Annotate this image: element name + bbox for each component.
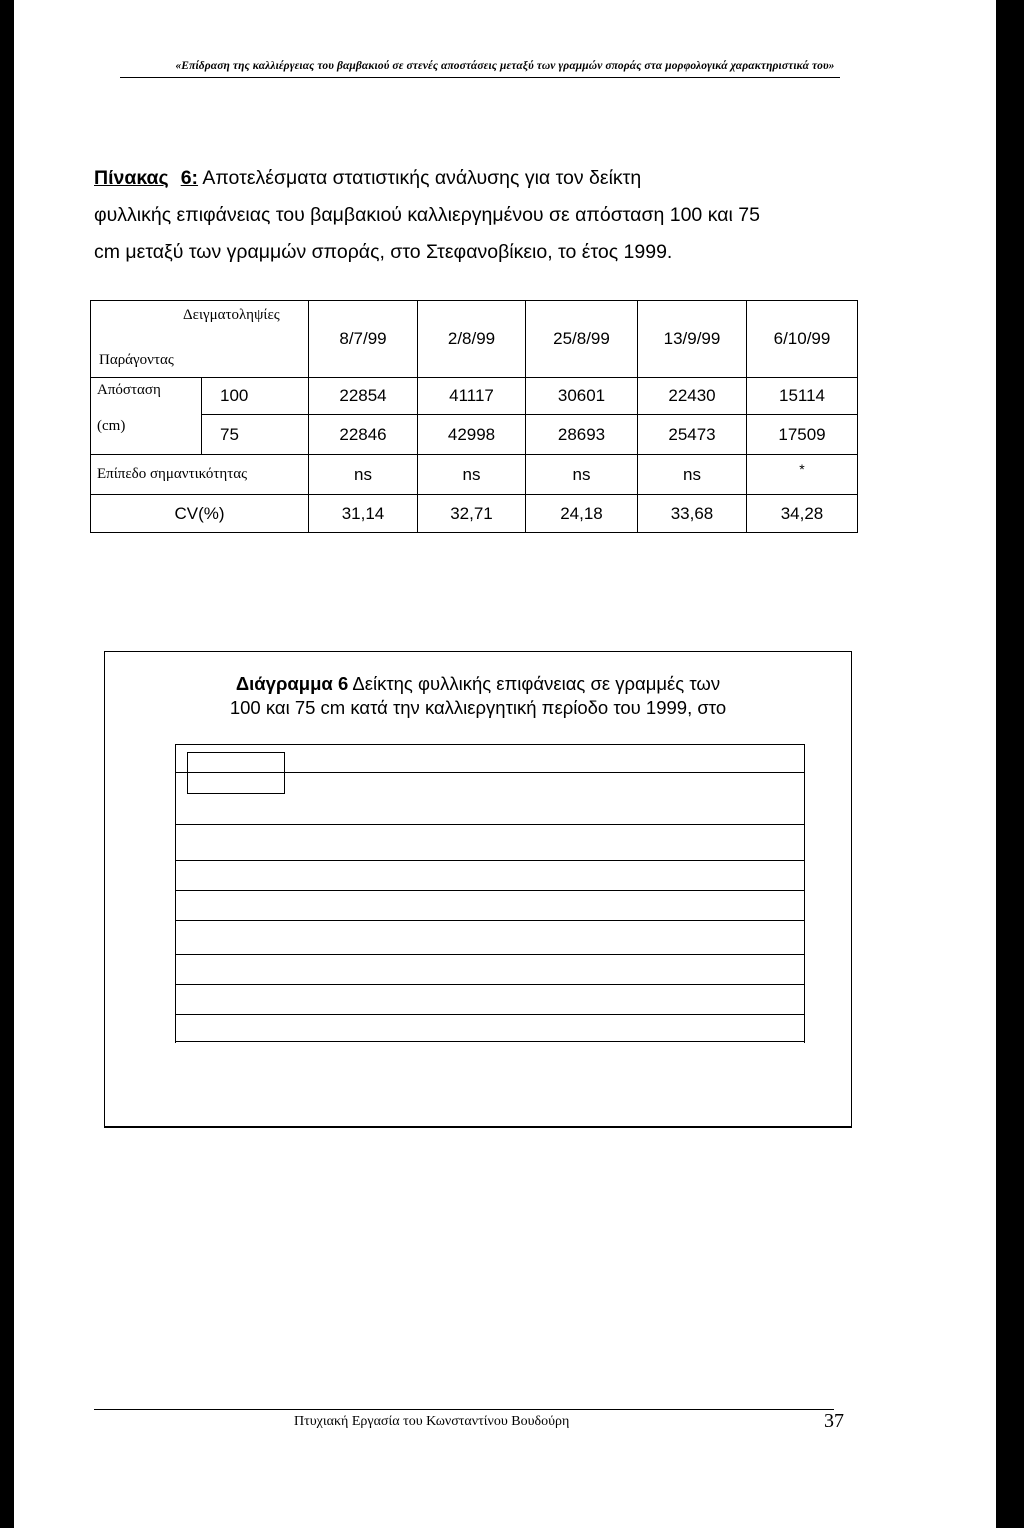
caption-line-3: cm μεταξύ των γραμμών σποράς, στο Στεφανοβίκειο, το έτος 1999. <box>94 241 673 263</box>
diagram-title-text-1: Δείκτης φυλλικής επιφάνειας σε γραμμές των <box>352 673 721 694</box>
caption-label: Πίνακας <box>94 167 169 189</box>
footer-text: Πτυχιακή Εργασία του Κωνσταντίνου Βουδούρη <box>294 1414 570 1429</box>
distance-label: Απόσταση <box>97 382 161 398</box>
header-rule <box>120 77 840 78</box>
table-cell: 32,71 <box>418 495 526 533</box>
running-header: «Επίδραση της καλλιέργειας του βαμβακιού σε στενές αποστάσεις μεταξύ των γραμμών σποράς στα μορφολογικά χαρακτηριστικά του» <box>175 60 835 72</box>
significance-row <box>91 455 858 495</box>
spacing-cell: 100 <box>202 378 309 415</box>
document-page <box>14 0 996 1528</box>
gridline <box>175 824 805 825</box>
table-cell: 22846 <box>309 415 418 455</box>
samplings-label: Δειγματοληψίες <box>183 307 280 323</box>
table-cell: 17509 <box>747 415 858 455</box>
caption-line-2: φυλλικής επιφάνειας του βαμβακιού καλλιεργημένου σε απόσταση 100 και 75 <box>94 204 760 226</box>
caption-number: 6: <box>180 167 199 189</box>
table-cell: ns <box>638 455 747 495</box>
gridline <box>175 1014 805 1015</box>
table-cell: 41117 <box>418 378 526 415</box>
table-cell: 30601 <box>526 378 638 415</box>
gridline <box>175 860 805 861</box>
table-header-row <box>91 301 858 378</box>
table-row <box>91 378 858 415</box>
cv-label: CV(%) <box>91 495 309 533</box>
date-header: 2/8/99 <box>418 301 526 378</box>
diagram-title-line-1 <box>105 672 851 696</box>
diagram-title <box>105 672 851 720</box>
diagram-box <box>104 651 852 1128</box>
spacing-cell: 75 <box>202 415 309 455</box>
x-axis-line <box>175 1041 805 1042</box>
diagram-label: Διάγραμμα 6 <box>235 673 349 694</box>
table-cell: 24,18 <box>526 495 638 533</box>
table-cell: 33,68 <box>638 495 747 533</box>
plot-area <box>175 744 805 1044</box>
caption-line-1 <box>94 160 874 197</box>
table-cell: 28693 <box>526 415 638 455</box>
gridline <box>175 920 805 921</box>
distance-unit: (cm) <box>97 418 126 434</box>
significance-label: Επίπεδο σημαντικότητας <box>91 455 309 495</box>
date-header: 13/9/99 <box>638 301 747 378</box>
table-cell: ns <box>526 455 638 495</box>
footer-rule <box>94 1409 834 1410</box>
caption-text-1: Αποτελέσματα στατιστικής ανάλυσης για τον δείκτη <box>202 167 642 189</box>
table-cell: ns <box>418 455 526 495</box>
date-header: 25/8/99 <box>526 301 638 378</box>
table-row <box>91 415 858 455</box>
gridline <box>175 984 805 985</box>
table-cell: 31,14 <box>309 495 418 533</box>
page-number: 37 <box>824 1410 844 1432</box>
table-cell: 34,28 <box>747 495 858 533</box>
table-cell: 42998 <box>418 415 526 455</box>
table-cell: ns <box>309 455 418 495</box>
table-cell: 15114 <box>747 378 858 415</box>
diagram-title-line-2: 100 και 75 cm κατά την καλλιεργητική περίοδο του 1999, στο <box>229 697 727 718</box>
results-table <box>90 300 858 533</box>
date-header: 6/10/99 <box>747 301 858 378</box>
legend-box <box>187 752 285 794</box>
table-caption <box>94 160 874 271</box>
table-cell: 22854 <box>309 378 418 415</box>
factor-label: Παράγοντας <box>99 352 174 368</box>
gridline <box>175 772 805 773</box>
cv-row <box>91 495 858 533</box>
table-cell: 25473 <box>638 415 747 455</box>
distance-cell <box>91 378 202 455</box>
table-cell: * <box>747 455 858 495</box>
gridline <box>175 954 805 955</box>
table-cell: 22430 <box>638 378 747 415</box>
header-corner-cell <box>91 301 309 378</box>
gridline <box>175 890 805 891</box>
date-header: 8/7/99 <box>309 301 418 378</box>
